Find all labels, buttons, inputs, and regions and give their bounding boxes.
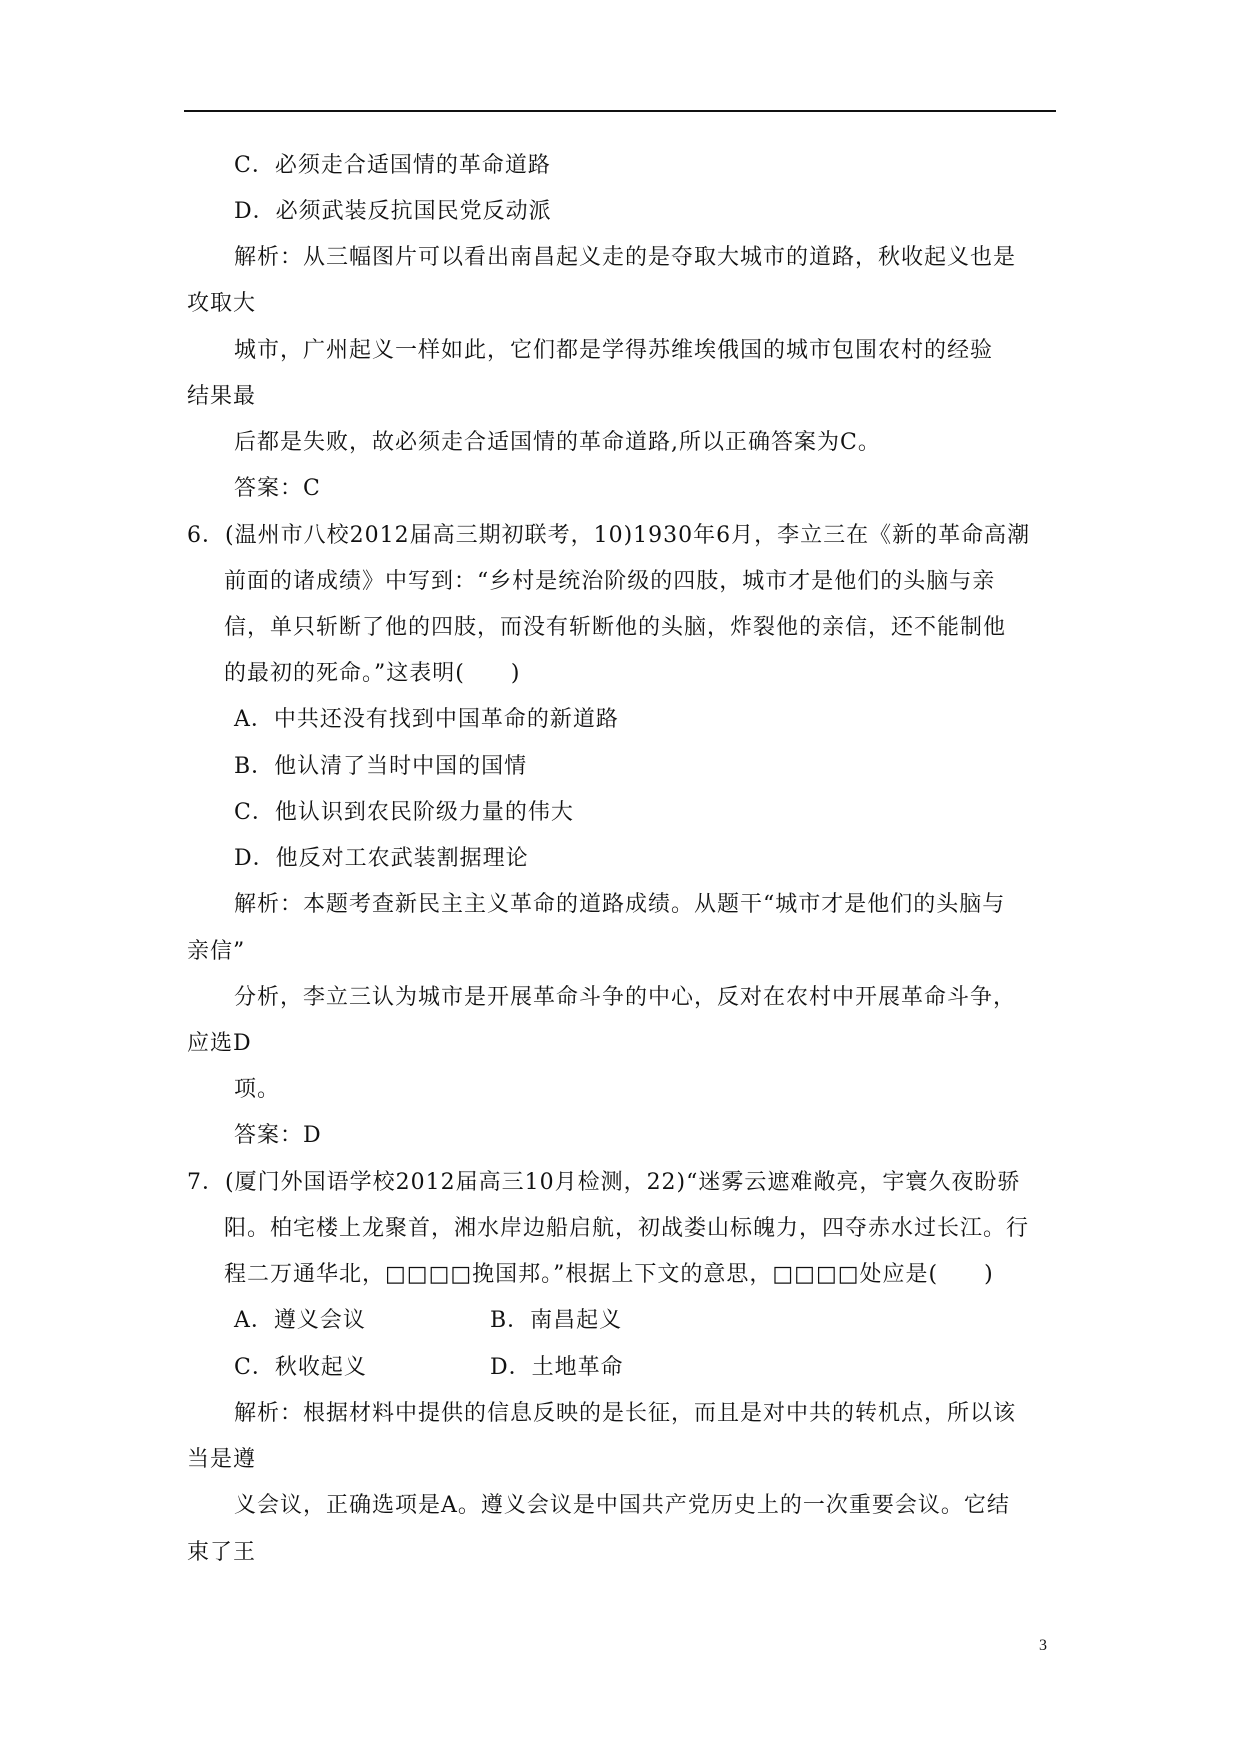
q7-analysis-line-1: 解析：根据材料中提供的信息反映的是长征，而且是对中共的转机点，所以该 [234,1401,1017,1426]
q5-analysis-line-4: 结果最 [187,384,257,409]
q6-analysis-line-2: 亲信” [187,939,246,964]
q5-analysis-line-2: 攻取大 [187,291,257,316]
q6-stem-line-1: 6．(温州市八校2012届高三期初联考，10)1930年6月，李立三在《新的革命高潮 [187,523,1031,548]
q6-analysis-line-3: 分析，李立三认为城市是开展革命斗争的中心，反对在农村中开展革命斗争， [234,985,1017,1010]
q6-option-c: C．他认识到农民阶级力量的伟大 [234,800,574,825]
q7-analysis-line-4: 束了王 [187,1540,257,1565]
q6-option-a: A．中共还没有找到中国革命的新道路 [234,707,619,732]
q7-stem-line-1: 7．(厦门外国语学校2012届高三10月检测，22)“迷雾云遮难敞亮，宇寰久夜盼骄 [187,1170,1021,1195]
q7-analysis-line-2: 当是遵 [187,1447,257,1472]
q6-stem-line-4: 的最初的死命。”这表明( ) [224,661,521,686]
q6-stem-line-2: 前面的诸成绩》中写到：“乡村是统治阶级的四肢，城市才是他们的头脑与亲 [224,569,996,594]
q7-option-d: D．土地革命 [490,1355,624,1380]
q5-option-d: D．必须武装反抗国民党反动派 [234,199,552,224]
page-number: 3 [1039,1637,1047,1654]
q6-analysis-line-1: 解析：本题考查新民主主义革命的道路成绩。从题干“城市才是他们的头脑与 [234,892,1006,917]
q7-option-b: B．南昌起义 [490,1308,623,1333]
q7-analysis-line-3: 义会议，正确选项是A。遵义会议是中国共产党历史上的一次重要会议。它结 [234,1493,1010,1518]
q7-stem-line-2: 阳。柏宅楼上龙聚首，湘水岸边船启航，初战娄山标魄力，四夺赤水过长江。行 [224,1216,1030,1241]
q5-answer: 答案：C [234,476,321,501]
q5-analysis-line-1: 解析：从三幅图片可以看出南昌起义走的是夺取大城市的道路，秋收起义也是 [234,245,1017,270]
q5-analysis-line-3: 城市，广州起义一样如此，它们都是学得苏维埃俄国的城市包围农村的经验 [234,338,994,363]
q7-stem-line-3: 程二万通华北，□□□□挽国邦。”根据上下文的意思，□□□□处应是( ) [224,1262,994,1287]
q5-option-c: C．必须走合适国情的革命道路 [234,153,551,178]
header-rule [184,110,1056,112]
q7-option-a: A．遵义会议 [234,1308,366,1333]
q7-option-c: C．秋收起义 [234,1355,367,1380]
q6-option-b: B．他认清了当时中国的国情 [234,754,528,779]
q6-stem-line-3: 信，单只斩断了他的四肢，而没有斩断他的头脑，炸裂他的亲信，还不能制他 [224,615,1007,640]
q6-option-d: D．他反对工农武装割据理论 [234,846,529,871]
q5-analysis-line-5: 后都是失败，故必须走合适国情的革命道路,所以正确答案为C。 [234,430,881,455]
q6-analysis-line-4: 应选D [187,1031,252,1056]
q6-answer: 答案：D [234,1123,322,1148]
q6-analysis-line-5: 项。 [234,1077,281,1102]
